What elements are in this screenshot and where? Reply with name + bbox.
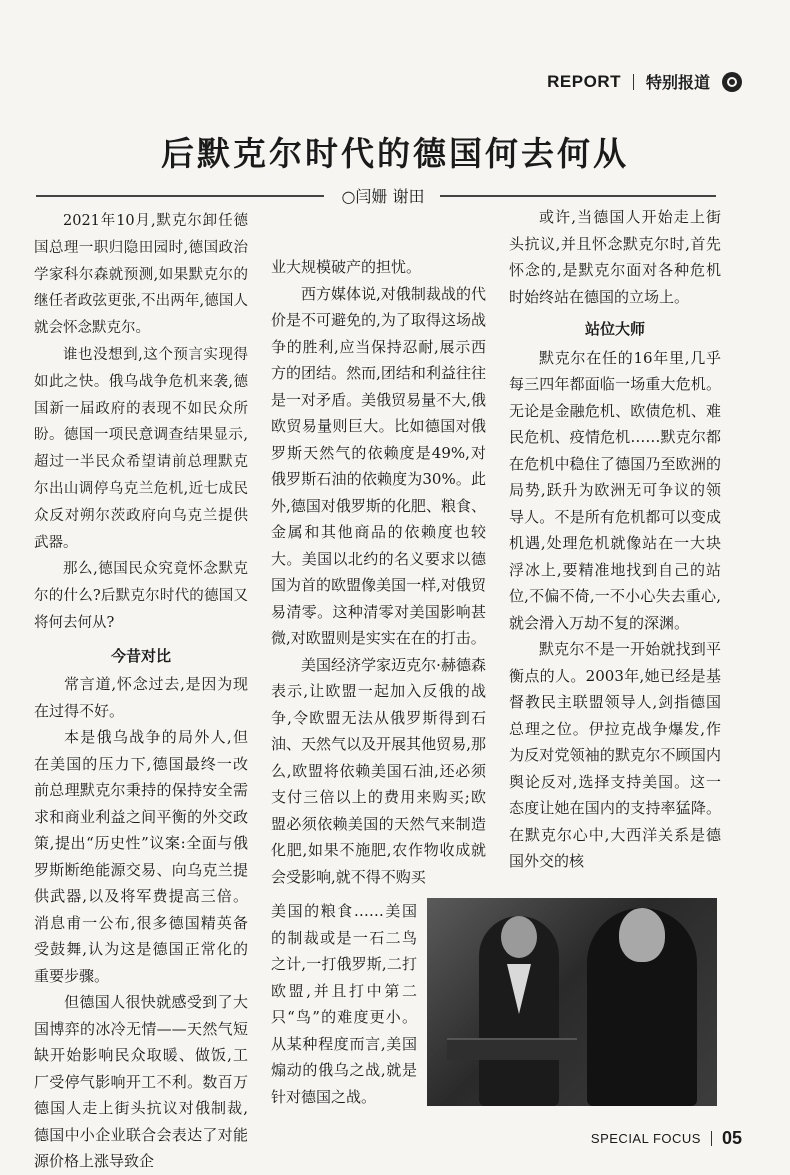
section-heading: 站位大师 (584, 320, 645, 338)
lead-paragraph: 谁也没想到,这个预言实现得如此之快。俄乌战争危机来袭,德国新一届政府的表现不如民众所盼。德国一项民意调查结果显示,超过一半民众希望请前总理默克尔出山调停乌克兰危机,近七成民众反对朔尔茨政府向乌克兰提供武器。 (34, 346, 248, 551)
article-title: 后默克尔时代的德国何去何从 (161, 134, 629, 173)
column-3 (509, 204, 721, 875)
body-paragraph: 美国经济学家迈克尔·赫德森表示,让欧盟一起加入反俄的战争,令欧盟无法从俄罗斯得到石油、天然气以及开展其他贸易,那么,欧盟将依赖美国石油,还必须支付三倍以上的费用来购买;欧盟必须依赖美国的天然气来制造化肥,如果不施肥,农作物收成就会受影响,就不得不购买 (271, 655, 486, 886)
photo-figure-man (479, 916, 559, 1106)
byline: ○闫姗 谢田 (341, 187, 425, 206)
divider-right (440, 195, 716, 197)
report-label: REPORT (547, 71, 621, 91)
page-footer (591, 1128, 742, 1149)
body-paragraph: 业大规模破产的担忧。 (271, 258, 422, 276)
page-header (547, 70, 742, 93)
column-1 (34, 208, 248, 1175)
lead (34, 208, 248, 637)
divider-left (36, 195, 324, 197)
body-paragraph: 本是俄乌战争的局外人,但在美国的压力下,德国最终一改前总理默克尔秉持的保持安全需求和商业利益之间平衡的外交政策,提出“历史性”议案:全面与俄罗斯断绝能源交易、向乌克兰提供武器,以及将军费提高三倍。消息甫一公布,很多德国精英备受鼓舞,认为这是德国正常化的重要步骤。 (34, 728, 248, 985)
globe-icon (722, 72, 742, 92)
body-paragraph: 但德国人很快就感受到了大国博弈的冰冷无情——天然气短缺开始影响民众取暖、做饭,工厂受停气影响开工不利。数百万德国人走上街头抗议对俄制裁,德国中小企业联合会表达了对能源价格上涨导致企 (34, 993, 248, 1171)
photo-figure-woman (587, 908, 697, 1106)
body-paragraph: 美国的粮食……美国的制裁或是一石二鸟之计,一打俄罗斯,二打欧盟,并且打中第二只“鸟”的难度更小。从某种程度而言,美国煽动的俄乌之战,就是针对德国之战。 (271, 902, 417, 1106)
column-2-continued (271, 898, 417, 1110)
section-label: 特别报道 (645, 75, 710, 92)
body-paragraph: 常言道,怀念过去,是因为现在过得不好。 (34, 675, 248, 720)
header-divider (633, 74, 634, 90)
lead-paragraph: 那么,德国民众究竟怀念默克尔的什么?后默克尔时代的德国又将何去何从? (34, 561, 248, 631)
footer-divider (711, 1131, 712, 1146)
lead-paragraph: 2021年10月,默克尔卸任德国总理一职归隐田园时,德国政治学家科尔森就预测,如果默克尔的继任者政弦更张,不出两年,德国人就会怀念默克尔。 (34, 213, 248, 337)
page-number: 05 (721, 1128, 742, 1148)
body-paragraph: 西方媒体说,对俄制裁战的代价是不可避免的,为了取得这场战争的胜利,应当保持忍耐,展示西方的团结。然而,团结和利益往往是一对矛盾。美俄贸易量不大,俄欧贸易量则巨大。比如德国对俄罗斯天然气的依赖度是49%,对俄罗斯石油的依赖度为30%。此外,德国对俄罗斯的化肥、粮食、金属和其他商品的依赖度也较大。美国以北约的名义要求以德国为首的欧盟像美国一样,对俄贸易清零。这种清零对美国影响甚微,对欧盟则是实实在在的打击。 (271, 284, 486, 647)
article-photo (427, 898, 717, 1106)
body-paragraph: 默克尔不是一开始就找到平衡点的人。2003年,她已经是基督教民主联盟领导人,剑指德国总理之位。伊拉克战争爆发,作为反对党领袖的默克尔不顾国内舆论反对,选择支持美国。这一态度让她在国内的支持率猛降。在默克尔心中,大西洋关系是德国外交的核 (509, 640, 721, 870)
column-2 (271, 254, 486, 890)
footer-label: SPECIAL FOCUS (590, 1131, 701, 1146)
section-heading: 今昔对比 (110, 646, 171, 665)
body-paragraph: 默克尔在任的16年里,几乎每三四年都面临一场重大危机。无论是金融危机、欧债危机、难民危机、疫情危机……默克尔都在危机中稳住了德国乃至欧洲的局势,跃升为欧洲无可争议的领导人。不是所有危机都可以变成机遇,处理危机就像站在一大块浮冰上,要精准地找到自己的站位,不偏不倚,一不小心失去重心,就会滑入万劫不复的深渊。 (509, 348, 721, 632)
photo-desk (447, 1038, 577, 1060)
body-paragraph: 或许,当德国人开始走上街头抗议,并且怀念默克尔时,首先怀念的,是默克尔面对各种危机时始终站在德国的立场上。 (509, 208, 721, 306)
